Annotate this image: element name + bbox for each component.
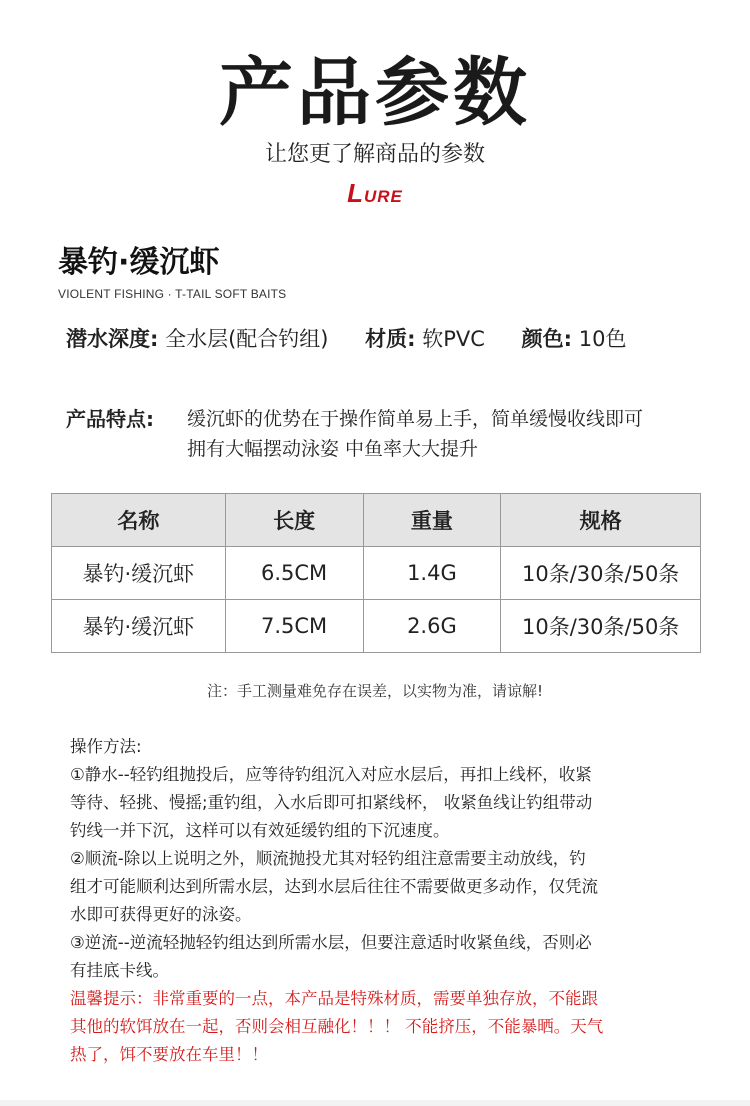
features-line-1: 缓沉虾的优势在于操作简单易上手，简单缓慢收线即可 <box>187 408 644 430</box>
spec-depth-value: 全水层(配合钓组) <box>165 327 329 351</box>
spec-material-label: 材质: <box>365 327 416 351</box>
spec-depth <box>66 322 328 356</box>
spec-material-value: 软PVC <box>422 327 485 351</box>
cell-spec: 10条/30条/50条 <box>501 547 701 600</box>
table-row <box>52 547 701 600</box>
product-features <box>66 404 706 464</box>
method-line: 有挂底卡线。 <box>70 961 169 980</box>
method-line: 等待、轻挑、慢摇;重钓组，入水后即可扣紧线杯， 收紧鱼线让钓组带动 <box>70 793 593 812</box>
spec-color-label: 颜色: <box>521 327 573 351</box>
spec-color <box>522 322 627 356</box>
method-line: ①静水--轻钓组抛投后，应等待钓组沉入对应水层后，再扣上线杯，收紧 <box>70 765 592 784</box>
header-length: 长度 <box>225 494 363 547</box>
features-label: 产品特点: <box>66 407 154 431</box>
cell-weight: 1.4G <box>363 547 501 600</box>
method-line: 水即可获得更好的泳姿。 <box>70 905 252 924</box>
cell-name: 暴钓·缓沉虾 <box>52 600 226 653</box>
product-name: 暴钓·缓沉虾 <box>58 245 220 280</box>
warning-line: 温馨提示：非常重要的一点，本产品是特殊材质，需要单独存放，不能跟 <box>70 989 598 1008</box>
method-line: 组才可能顺利达到所需水层，达到水层后往往不需要做更多动作，仅凭流 <box>70 877 598 896</box>
measurement-note: 注：手工测量难免存在误差，以实物为准，请谅解! <box>206 682 543 700</box>
spec-color-value: 10色 <box>578 327 627 351</box>
product-name-en: VIOLENT FISHING · T-TAIL SOFT BAITS <box>58 287 287 301</box>
method-title: 操作方法: <box>70 737 142 756</box>
cell-spec: 10条/30条/50条 <box>501 600 701 653</box>
table-header-row <box>52 494 701 547</box>
brand-logo-rest: URE <box>363 187 403 206</box>
warning-line: 其他的软饵放在一起，否则会相互融化！！！ 不能挤压，不能暴晒。天气 <box>70 1017 604 1036</box>
cell-length: 6.5CM <box>225 547 363 600</box>
table-row <box>52 600 701 653</box>
brand-logo <box>0 178 750 212</box>
cell-length: 7.5CM <box>225 600 363 653</box>
header-spec: 规格 <box>501 494 701 547</box>
header-weight: 重量 <box>363 494 501 547</box>
operation-method <box>70 733 690 1069</box>
spec-line <box>66 322 656 356</box>
spec-material <box>365 322 485 356</box>
cell-name: 暴钓·缓沉虾 <box>52 547 226 600</box>
cell-weight: 2.6G <box>363 600 501 653</box>
brand-logo-initial: L <box>347 178 364 208</box>
method-line: ②顺流-除以上说明之外，顺流抛投尤其对轻钓组注意需要主动放线，钓 <box>70 849 586 868</box>
page-title: 产品参数 <box>219 50 531 136</box>
warning-line: 热了，饵不要放在车里！！ <box>70 1045 268 1064</box>
page-subtitle: 让您更了解商品的参数 <box>264 142 485 167</box>
method-line: ③逆流--逆流轻抛轻钓组达到所需水层，但要注意适时收紧鱼线，否则必 <box>70 933 592 952</box>
bottom-divider <box>0 1100 750 1106</box>
method-line: 钓线一并下沉，这样可以有效延缓钓组的下沉速度。 <box>70 821 450 840</box>
params-table <box>51 493 701 653</box>
header-name: 名称 <box>52 494 226 547</box>
spec-depth-label: 潜水深度: <box>66 327 159 351</box>
features-line-2: 拥有大幅摆动泳姿 中鱼率大大提升 <box>187 438 479 460</box>
